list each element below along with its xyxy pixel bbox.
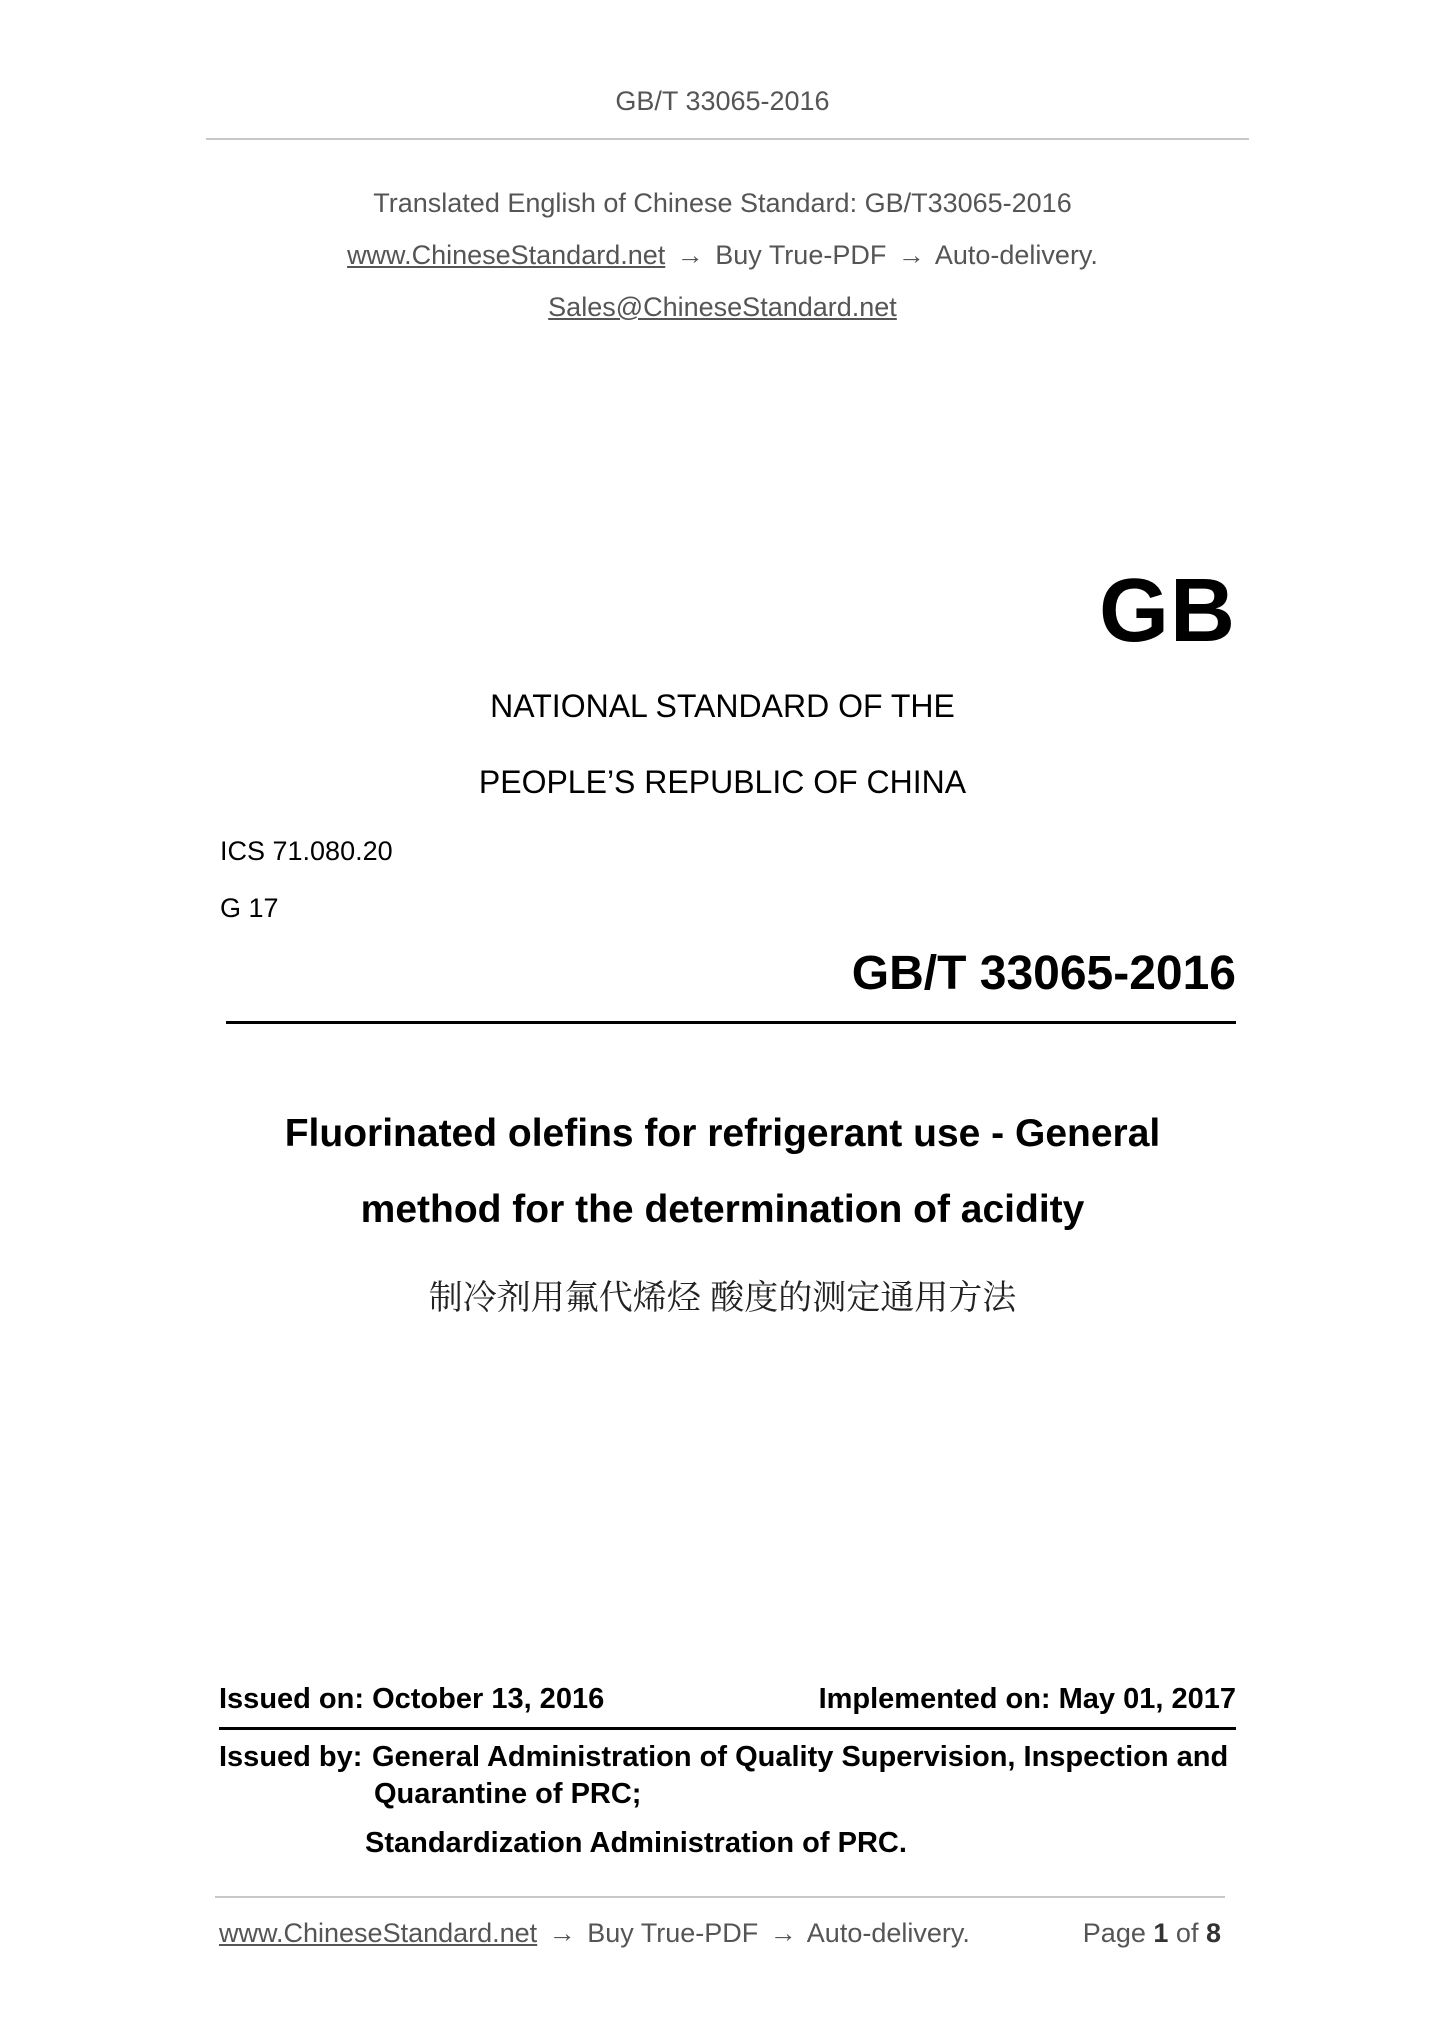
footer-divider: [215, 1896, 1225, 1898]
standard-number-rule: [226, 1021, 1236, 1024]
issued-by-line-1: General Administration of Quality Supervision, Inspection and: [372, 1741, 1229, 1773]
arrow-right-icon: →: [897, 240, 925, 270]
title-english-line-2: method for the determination of acidity: [360, 1188, 1085, 1231]
email-link[interactable]: Sales@ChineseStandard.net: [548, 292, 897, 322]
classification-code: G 17: [220, 893, 279, 923]
title-english-line-1: Fluorinated olefins for refrigerant use - General: [284, 1112, 1161, 1155]
header-divider: [206, 138, 1249, 140]
national-standard-line-1: NATIONAL STANDARD OF THE: [490, 688, 955, 724]
promo-line: [0, 240, 1445, 271]
issued-by-label: Issued by:: [219, 1741, 363, 1773]
delivery-text: Auto-delivery.: [934, 240, 1098, 270]
issued-by-line-2: Quarantine of PRC;: [374, 1778, 642, 1810]
buy-text: Buy True-PDF: [715, 240, 887, 270]
title-chinese: 制冷剂用氟代烯烃 酸度的测定通用方法: [428, 1279, 1017, 1317]
issued-on-date: Issued on: October 13, 2016: [219, 1683, 605, 1715]
gb-mark: GB: [1099, 561, 1236, 661]
site-link[interactable]: www.ChineseStandard.net: [347, 240, 666, 270]
arrow-right-icon: →: [769, 1918, 797, 1948]
ics-code: ICS 71.080.20: [220, 836, 393, 866]
footer-delivery-text: Auto-delivery.: [806, 1918, 970, 1948]
page-prefix: Page: [1082, 1918, 1146, 1948]
issue-date-rule: [219, 1727, 1236, 1730]
page-total: 8: [1205, 1918, 1221, 1948]
page-indicator: [900, 1918, 1221, 1949]
page-current: 1: [1153, 1918, 1169, 1948]
implemented-on-date: Implemented on: May 01, 2017: [818, 1683, 1236, 1715]
footer-site-link[interactable]: www.ChineseStandard.net: [219, 1918, 538, 1948]
issued-by-line-3: Standardization Administration of PRC.: [365, 1827, 907, 1859]
running-header: GB/T 33065-2016: [615, 86, 830, 116]
page-of: of: [1175, 1918, 1199, 1948]
footer-promo: [219, 1918, 970, 1949]
national-standard-line-2: PEOPLE’S REPUBLIC OF CHINA: [478, 764, 967, 800]
arrow-right-icon: →: [676, 240, 704, 270]
translated-notice: Translated English of Chinese Standard: GB/T33065-2016: [373, 188, 1072, 218]
standard-number: GB/T 33065-2016: [851, 947, 1236, 1000]
footer-buy-text: Buy True-PDF: [587, 1918, 759, 1948]
sales-line: [0, 292, 1445, 323]
arrow-right-icon: →: [548, 1918, 576, 1948]
